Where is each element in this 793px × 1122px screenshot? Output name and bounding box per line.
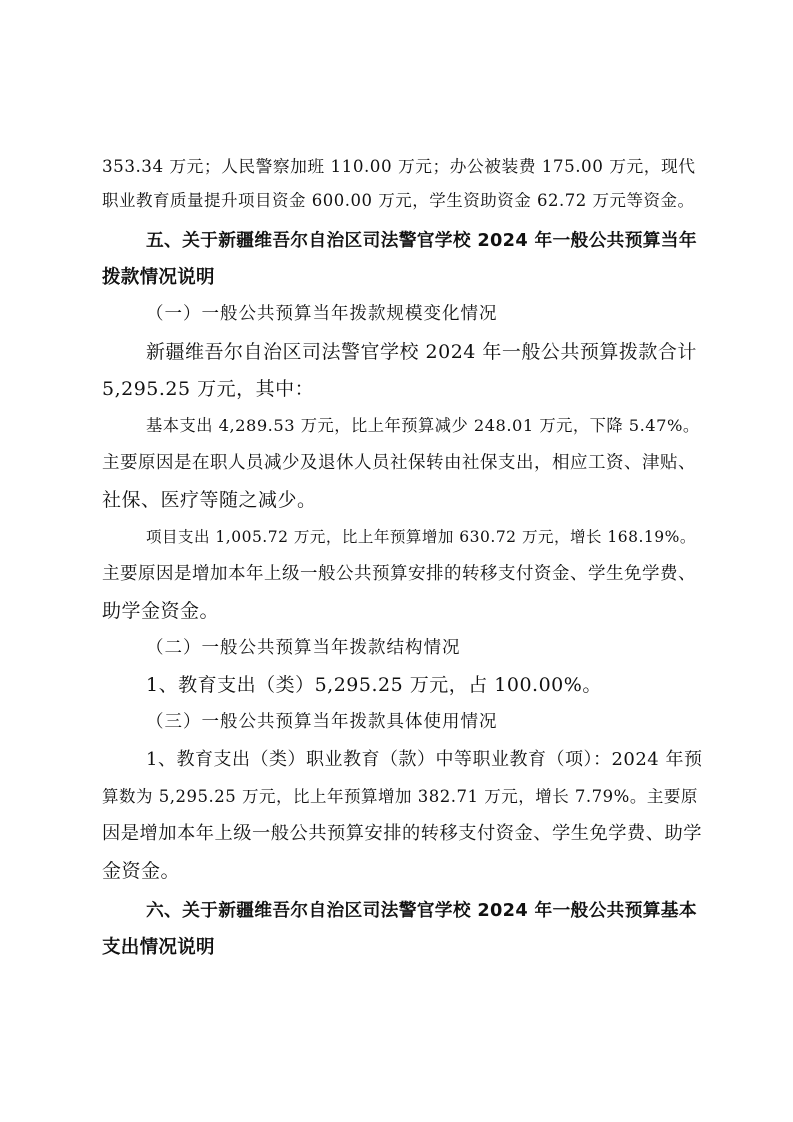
body-line: 主要原因是在职人员减少及退休人员社保转由社保支出，相应工资、津贴、 bbox=[102, 453, 696, 473]
section-heading: 五、关于新疆维吾尔自治区司法警官学校 2024 年一般公共预算当年 bbox=[146, 231, 697, 251]
body-line: 5,295.25 万元，其中： bbox=[102, 378, 315, 400]
section-heading: 六、关于新疆维吾尔自治区司法警官学校 2024 年一般公共预算基本 bbox=[146, 901, 697, 921]
section-heading-continued: 支出情况说明 bbox=[102, 937, 215, 958]
body-line: 1、教育支出（类）5,295.25 万元，占 100.00%。 bbox=[146, 674, 602, 696]
section-heading-continued: 拨款情况说明 bbox=[102, 267, 215, 288]
body-line: 基本支出 4,289.53 万元，比上年预算减少 248.01 万元，下降 5.47%。 bbox=[146, 416, 700, 435]
body-line: 主要原因是增加本年上级一般公共预算安排的转移支付资金、学生免学费、 bbox=[102, 564, 696, 584]
body-line: 1、教育支出（类）职业教育（款）中等职业教育（项）：2024 年预 bbox=[146, 749, 703, 770]
body-line: 新疆维吾尔自治区司法警官学校 2024 年一般公共预算拨款合计 bbox=[146, 341, 697, 363]
body-line: 算数为 5,295.25 万元，比上年预算增加 382.71 万元，增长 7.79%。主要原 bbox=[102, 787, 698, 806]
body-line: 金资金。 bbox=[102, 860, 181, 882]
subsection-heading: （二）一般公共预算当年拨款结构情况 bbox=[146, 638, 461, 658]
subsection-heading: （一）一般公共预算当年拨款规模变化情况 bbox=[146, 304, 498, 324]
body-line: 助学金资金。 bbox=[102, 600, 220, 622]
body-line: 项目支出 1,005.72 万元，比上年预算增加 630.72 万元，增长 168.19%。 bbox=[146, 528, 696, 546]
subsection-heading: （三）一般公共预算当年拨款具体使用情况 bbox=[146, 712, 498, 732]
body-line: 因是增加本年上级一般公共预算安排的转移支付资金、学生免学费、助学 bbox=[102, 823, 702, 844]
body-line: 353.34 万元；人民警察加班 110.00 万元；办公被装费 175.00 万元，现代 bbox=[102, 156, 696, 176]
body-line: 职业教育质量提升项目资金 600.00 万元，学生资助资金 62.72 万元等资金。 bbox=[102, 191, 695, 210]
body-line: 社保、医疗等随之减少。 bbox=[102, 489, 317, 511]
